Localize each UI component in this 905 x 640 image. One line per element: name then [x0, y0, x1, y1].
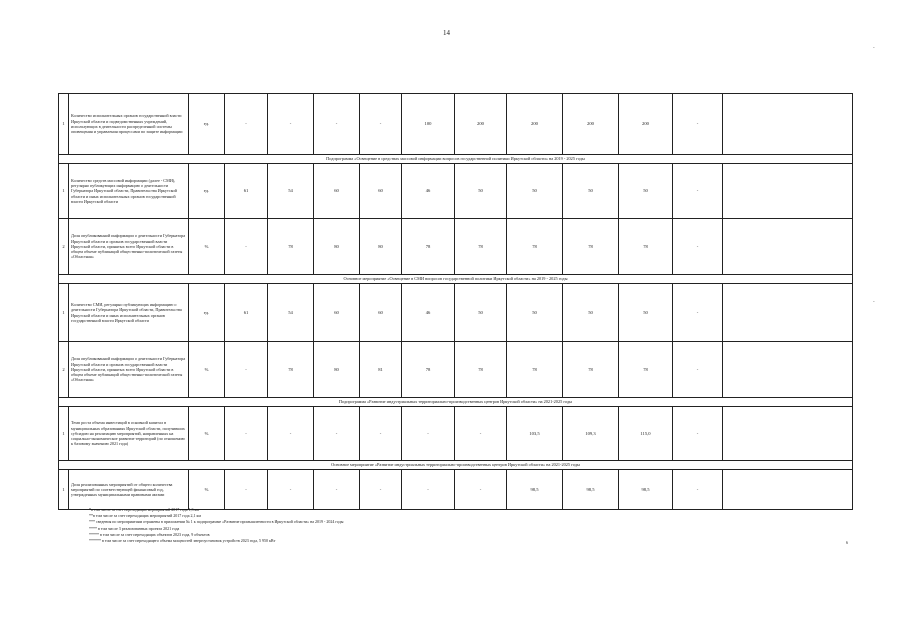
table-row	[59, 407, 853, 461]
row-number: 2	[59, 342, 69, 398]
footnote-line: **** в том числе 3 реализованных проекта 2021 года	[89, 525, 180, 531]
value-cell: 54	[268, 284, 314, 342]
value-cell: 78	[455, 219, 507, 275]
value-cell: 200	[563, 94, 619, 155]
value-cell: 50	[507, 284, 563, 342]
value-cell: 100	[402, 94, 455, 155]
value-cell: 80	[314, 219, 360, 275]
value-cell: -	[402, 407, 455, 461]
value-cell: -	[225, 407, 268, 461]
value-cell: 50	[455, 284, 507, 342]
value-cell: 50	[563, 284, 619, 342]
value-cell: -	[673, 342, 723, 398]
value-cell: 98,5	[563, 470, 619, 510]
empty-cell	[723, 470, 853, 510]
value-cell: -	[673, 164, 723, 219]
row-number: 1	[59, 470, 69, 510]
row-number: 1	[59, 94, 69, 155]
value-cell: 78	[563, 342, 619, 398]
table-row	[59, 284, 853, 342]
section-header: Подпрограмма «Освещение в средствах массовой информации вопросов государственной политики Иркутской области» на 2019 - 2025 годы	[59, 155, 853, 164]
value-cell: -	[673, 219, 723, 275]
unit-cell: ед.	[189, 284, 225, 342]
scan-mark: -	[873, 300, 875, 305]
section-header: Подпрограмма «Развитие индустриальных территориально-производственных центров Иркутской области» на 2021-2025 годы	[59, 398, 853, 407]
value-cell: -	[268, 407, 314, 461]
scan-mark: -	[873, 46, 875, 51]
value-cell: -	[360, 407, 402, 461]
value-cell: 50	[619, 284, 673, 342]
value-cell: 50	[619, 164, 673, 219]
page-number: 14	[443, 29, 450, 37]
empty-cell	[723, 407, 853, 461]
value-cell: 78	[402, 219, 455, 275]
value-cell: -	[673, 94, 723, 155]
value-cell: -	[314, 94, 360, 155]
value-cell: 60	[314, 284, 360, 342]
footnotes	[89, 507, 343, 544]
value-cell: 50	[563, 164, 619, 219]
unit-cell: %	[189, 342, 225, 398]
section-header-row	[59, 461, 853, 470]
value-cell: 81	[360, 342, 402, 398]
value-cell: 200	[619, 94, 673, 155]
footnote-line: ****** в том числе за счет переходящего объема мощностей энергоустановок устройств 2023 года, 5 950 кВт	[89, 538, 276, 544]
value-cell: 78	[268, 219, 314, 275]
value-cell: 78	[507, 219, 563, 275]
section-header: Основное мероприятие «Развитие индустриальных территориально-производственных центров Иркутской области» на 2021-2025 годы	[59, 461, 853, 470]
value-cell: 115,0	[619, 407, 673, 461]
value-cell: -	[314, 470, 360, 510]
value-cell: -	[402, 470, 455, 510]
value-cell: 54	[268, 164, 314, 219]
empty-cell	[723, 94, 853, 155]
row-number: 1	[59, 407, 69, 461]
value-cell: -	[225, 470, 268, 510]
row-number: 1	[59, 164, 69, 219]
value-cell: -	[455, 470, 507, 510]
value-cell: 103,5	[507, 407, 563, 461]
value-cell: 78	[619, 219, 673, 275]
value-cell: -	[268, 94, 314, 155]
value-cell: -	[225, 94, 268, 155]
value-cell: 61	[225, 284, 268, 342]
table-row	[59, 470, 853, 510]
table-row	[59, 219, 853, 275]
unit-cell: %	[189, 407, 225, 461]
value-cell: 109,3	[563, 407, 619, 461]
indicator-name: Доля реализованных мероприятий от общего количества мероприятий по соответствующей финансовый год, утвержденных муниципальными правовыми актами	[69, 470, 189, 510]
value-cell: 46	[402, 284, 455, 342]
value-cell: 200	[507, 94, 563, 155]
value-cell: 98,5	[619, 470, 673, 510]
unit-cell: ед.	[189, 94, 225, 155]
indicator-name: Доля опубликованной информации о деятельности Губернатора Иркутской области и органов государственной власти Иркутской области, принятых всего Иркутской области в общем объеме публикаций общественно-политической газеты «Областная»	[69, 219, 189, 275]
value-cell: 61	[225, 164, 268, 219]
value-cell: -	[225, 219, 268, 275]
value-cell: 78	[402, 342, 455, 398]
unit-cell: %	[189, 470, 225, 510]
value-cell: -	[455, 407, 507, 461]
footnote-line: **в том числе за счет переходящих мероприятий 2017 года 2,1 км	[89, 513, 201, 519]
footnote-line: *в том числе за счет переходящих мероприятий 2017 года 1,3 км	[89, 507, 199, 512]
value-cell: 60	[360, 284, 402, 342]
indicators-table	[58, 93, 853, 510]
section-header-row	[59, 155, 853, 164]
value-cell: 46	[402, 164, 455, 219]
empty-cell	[723, 284, 853, 342]
value-cell: 78	[563, 219, 619, 275]
unit-cell: ед.	[189, 164, 225, 219]
value-cell: 60	[314, 164, 360, 219]
value-cell: -	[360, 94, 402, 155]
indicator-name: Темп роста объема инвестиций в основной капитал в муниципальных образованиях Иркутской области, получивших субсидию на реализацию мероприятий, направленных на социально-экономическое развитие территорий (по отношению к базовому значению 2021 года)	[69, 407, 189, 461]
indicator-name: Доля опубликованной информации о деятельности Губернатора Иркутской области и органов государственной власти Иркутской области, принятых всего Иркутской области в общем объеме публикаций общественно-политической газеты «Областная»	[69, 342, 189, 398]
row-number: 1	[59, 284, 69, 342]
empty-cell	[723, 164, 853, 219]
table-row	[59, 164, 853, 219]
value-cell: 98,5	[507, 470, 563, 510]
empty-cell	[723, 342, 853, 398]
value-cell: -	[314, 407, 360, 461]
side-mark: 6	[846, 540, 848, 545]
indicator-name: Количество исполнительных органов государственной власти Иркутской области и подведомственных учреждений, использующих в деятельности распределенной системы оповещения и управления процессами по защите информации	[69, 94, 189, 155]
value-cell: 200	[455, 94, 507, 155]
indicator-name: Количество средств массовой информации (далее - СМИ), регулярно публикующих информацию о деятельности Губернатора Иркутской области, Правительства Иркутской области и иных исполнительных органов государственной власти Иркутской области	[69, 164, 189, 219]
value-cell: 80	[360, 219, 402, 275]
value-cell: 60	[360, 164, 402, 219]
value-cell: -	[673, 470, 723, 510]
empty-cell	[723, 219, 853, 275]
value-cell: 78	[455, 342, 507, 398]
table-row	[59, 94, 853, 155]
footnote-line: ***** в том числе за счет переходящих объектов 2023 года, 9 объектов	[89, 531, 210, 537]
value-cell: 78	[507, 342, 563, 398]
value-cell: -	[673, 284, 723, 342]
value-cell: 50	[507, 164, 563, 219]
footnote-line: *** сведения по мероприятиям отражены в приложении № 1 к подпрограмме «Развитие промышленности в Иркутской области» на 2019 - 2024 годы	[89, 519, 344, 525]
value-cell: 78	[619, 342, 673, 398]
value-cell: 50	[455, 164, 507, 219]
value-cell: -	[268, 470, 314, 510]
value-cell: -	[673, 407, 723, 461]
value-cell: 80	[314, 342, 360, 398]
unit-cell: %	[189, 219, 225, 275]
indicator-name: Количество СМИ, регулярно публикующих информацию о деятельности Губернатора Иркутской области, Правительства Иркутской области и иных исполнительных органов государственной власти Иркутской области	[69, 284, 189, 342]
section-header-row	[59, 398, 853, 407]
row-number: 2	[59, 219, 69, 275]
value-cell: -	[225, 342, 268, 398]
section-header-row	[59, 275, 853, 284]
value-cell: -	[360, 470, 402, 510]
section-header: Основное мероприятие «Освещение в СМИ вопросов государственной политики Иркутской области» на 2019 - 2025 годы	[59, 275, 853, 284]
value-cell: 78	[268, 342, 314, 398]
table-row	[59, 342, 853, 398]
